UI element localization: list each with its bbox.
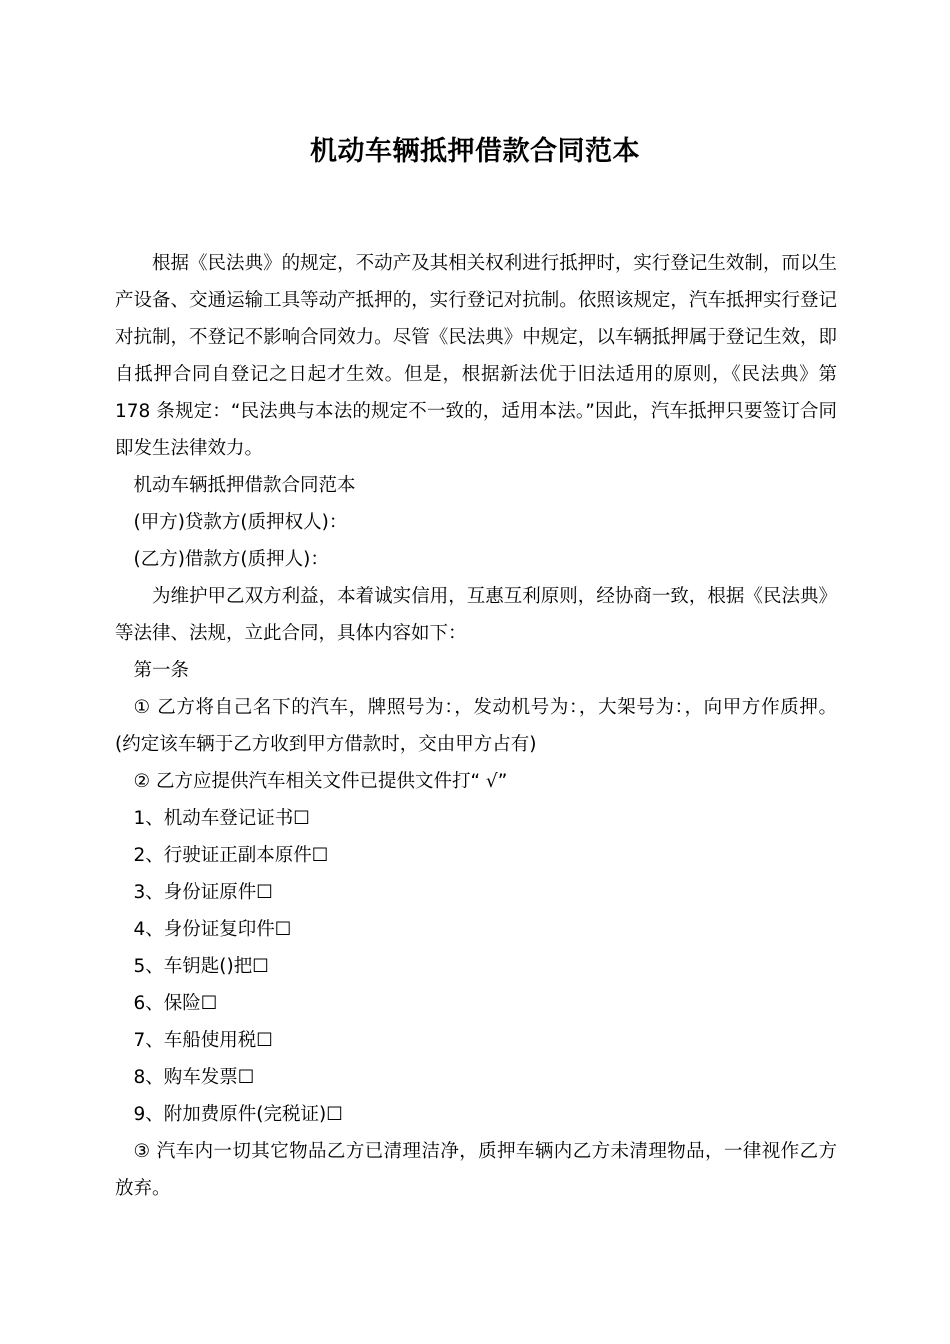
doc-item-2: 2、行驶证正副本原件☐ bbox=[133, 845, 329, 866]
intro-paragraph: 根据《民法典》的规定，不动产及其相关权利进行抵押时，实行登记生效制，而以生产设备、交通运输工具等动产抵押的，实行登记对抗制。依照该规定，汽车抵押实行登记对抗制，不登记不影响合同效力。尽管《民法典》中规定，以车辆抵押属于登记生效，即自抵押合同自登记之日起才生效。但是，根据新法优于旧法适用的原则，《民法典》第 178 条规定：“民法典与本法的规定不一致的，适用本法。”因此，汽车抵押只要签订合同即发生法律效力。 bbox=[115, 253, 837, 459]
document-body bbox=[115, 245, 837, 1207]
party-a-line: (甲方)贷款方(质押权人)： bbox=[133, 512, 348, 533]
document-title: 机动车辆抵押借款合同范本 bbox=[310, 136, 640, 167]
doc-item-4: 4、身份证复印件☐ bbox=[133, 919, 292, 940]
doc-item-6: 6、保险☐ bbox=[133, 993, 218, 1014]
contract-heading: 机动车辆抵押借款合同范本 bbox=[133, 475, 356, 496]
clause-1: ① 乙方将自己名下的汽车，牌照号为：，发动机号为：，大架号为：，向甲方作质押。(约定该车辆于乙方收到甲方借款时，交由甲方占有) bbox=[115, 697, 837, 755]
clause-3: ③ 汽车内一切其它物品乙方已清理洁净，质押车辆内乙方未清理物品，一律视作乙方放弃。 bbox=[115, 1141, 837, 1199]
doc-item-9: 9、附加费原件(完税证)☐ bbox=[133, 1104, 343, 1125]
party-b-line: (乙方)借款方(质押人)： bbox=[133, 549, 329, 570]
doc-item-7: 7、车船使用税☐ bbox=[133, 1030, 273, 1051]
doc-item-1: 1、机动车登记证书☐ bbox=[133, 808, 310, 829]
doc-item-8: 8、购车发票☐ bbox=[133, 1067, 255, 1088]
purpose-paragraph: 为维护甲乙双方利益，本着诚实信用，互惠互利原则，经协商一致，根据《民法典》等法律、法规，立此合同，具体内容如下： bbox=[115, 586, 837, 644]
doc-item-5: 5、车钥匙()把☐ bbox=[133, 956, 269, 977]
clause-2: ② 乙方应提供汽车相关文件已提供文件打“ √” bbox=[133, 771, 508, 792]
article-one-heading: 第一条 bbox=[133, 660, 190, 681]
doc-item-3: 3、身份证原件☐ bbox=[133, 882, 273, 903]
